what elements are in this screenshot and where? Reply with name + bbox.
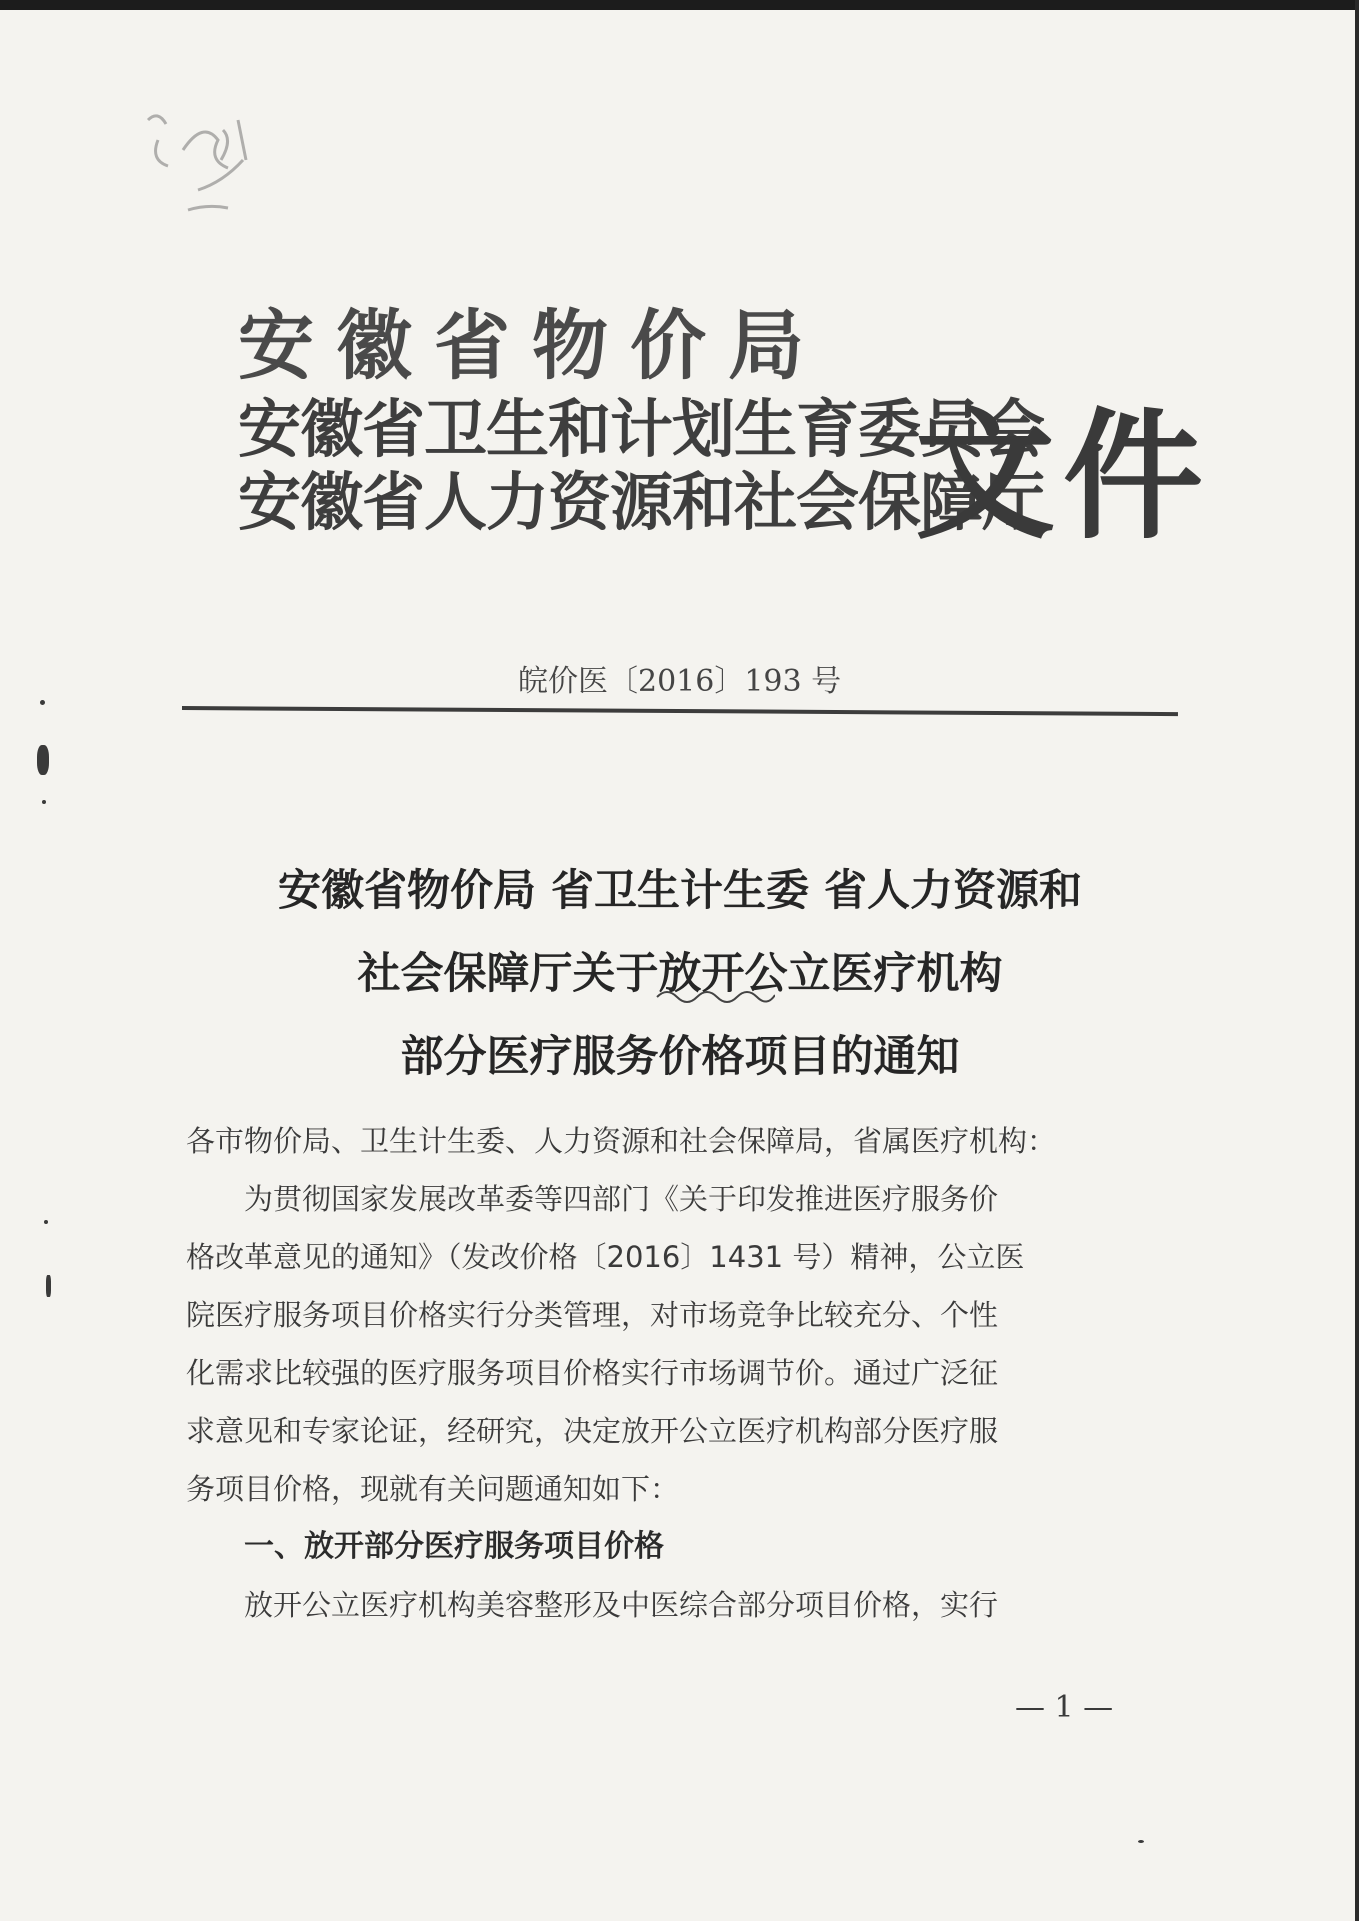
scan-speck	[37, 745, 49, 775]
scan-right-edge	[1355, 0, 1359, 1921]
issuer-name: 安徽省物价局	[238, 301, 826, 390]
paragraph-line: 院医疗服务项目价格实行分类管理，对市场竞争比较充分、个性	[186, 1298, 999, 1332]
document-body	[186, 1112, 1146, 1634]
scan-speck	[1138, 1840, 1144, 1843]
header-divider	[182, 706, 1178, 716]
scan-top-edge	[0, 0, 1359, 10]
issuer-name: 安徽省卫生和计划生育委员会	[238, 392, 1044, 466]
title-line: 安徽省物价局 省卫生计生委 省人力资源和	[278, 866, 1082, 916]
addressee: 各市物价局、卫生计生委、人力资源和社会保障局，省属医疗机构：	[186, 1124, 1057, 1158]
document-word: 文件	[915, 395, 1212, 559]
page-number: — 1 —	[1015, 1690, 1114, 1725]
paragraph-line: 格改革意见的通知》（发改价格〔2016〕1431 号）精神，公立医	[186, 1240, 1025, 1274]
handwritten-mark	[128, 100, 278, 230]
title-line: 社会保障厅关于放开公立医疗机构	[357, 949, 1003, 999]
handwritten-underline	[655, 985, 775, 1005]
paragraph-line: 化需求比较强的医疗服务项目价格实行市场调节价。通过广泛征	[186, 1356, 999, 1390]
scan-speck	[42, 800, 46, 804]
paragraph-line: 求意见和专家论证，经研究，决定放开公立医疗机构部分医疗服	[186, 1414, 999, 1448]
paragraph-line: 务项目价格，现就有关问题通知如下：	[186, 1472, 680, 1506]
document-number: 皖价医〔2016〕193 号	[518, 664, 842, 699]
paragraph-line: 为贯彻国家发展改革委等四部门《关于印发推进医疗服务价	[244, 1182, 999, 1216]
section-heading: 一、放开部分医疗服务项目价格	[244, 1529, 664, 1564]
paragraph-line: 放开公立医疗机构美容整形及中医综合部分项目价格，实行	[244, 1588, 999, 1622]
scan-speck	[46, 1275, 51, 1297]
document-title	[200, 850, 1160, 1099]
title-line: 部分医疗服务价格项目的通知	[400, 1032, 960, 1082]
issuer-name: 安徽省人力资源和社会保障厅	[238, 465, 1044, 539]
issuer-block	[238, 301, 1044, 544]
scan-speck	[44, 1220, 48, 1224]
scan-speck	[40, 700, 45, 705]
